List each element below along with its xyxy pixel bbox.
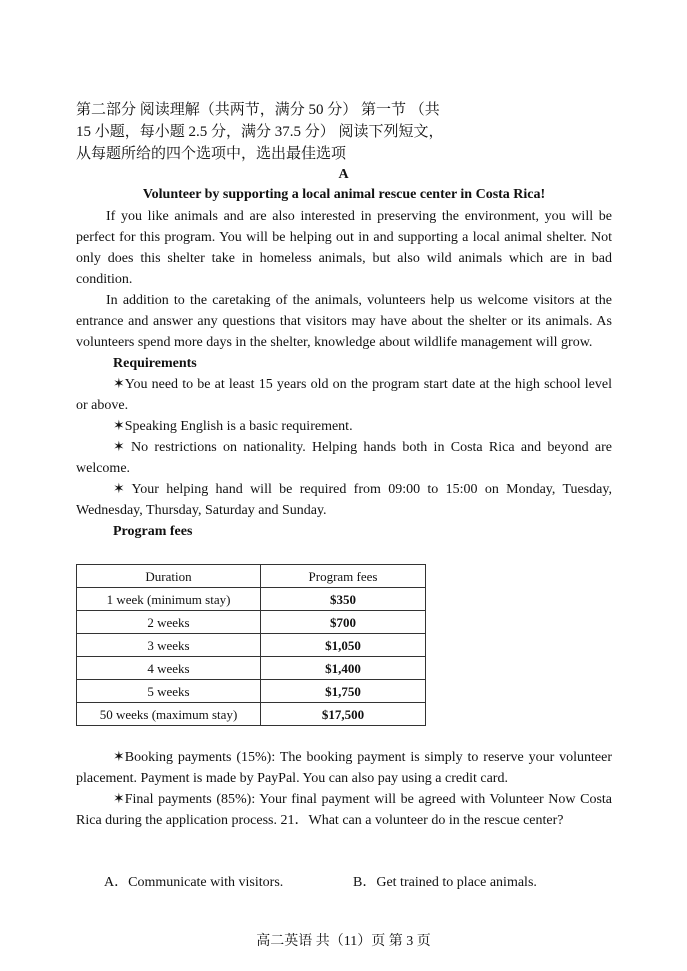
fee-cell: $700: [261, 611, 426, 634]
header-line-2: 15 小题，每小题 2.5 分，满分 37.5 分） 阅读下列短文，: [76, 124, 444, 140]
table-row: [77, 588, 426, 611]
section-header: [76, 99, 496, 165]
requirement-item-4: ✶ Your helping hand will be required from 09:00 to 15:00 on Monday, Tuesday, Wednesday, Thursday, Saturday and Sunday.: [76, 482, 612, 518]
duration-cell: 1 week (minimum stay): [77, 588, 261, 611]
passage-title: Volunteer by supporting a local animal rescue center in Costa Rica!: [142, 187, 546, 202]
booking-payment-item: ✶Booking payments (15%): The booking payment is simply to reserve your volunteer placement. Payment is made by PayPal. You can also pay using a credit card.: [76, 750, 612, 786]
option-b: B．Get trained to place animals.: [353, 875, 537, 890]
payments-section: [76, 747, 612, 831]
fee-cell: $1,050: [261, 634, 426, 657]
paragraph-2: In addition to the caretaking of the animals, volunteers help us welcome visitors at the entrance and answer any questions that visitors may have about the shelter or its animals. As volunteers spend more days in the shelter, knowledge about wildlife management will grow.: [76, 293, 612, 350]
requirement-item-1: ✶You need to be at least 15 years old on the program start date at the high school level or above.: [76, 377, 612, 413]
header-line-3: 从每题所给的四个选项中，选出最佳选项: [76, 146, 347, 162]
requirements-heading: Requirements: [113, 356, 197, 371]
column-header-duration: Duration: [77, 565, 261, 588]
answer-options: [104, 872, 624, 893]
fee-cell: $1,750: [261, 680, 426, 703]
table-row: [77, 680, 426, 703]
passage-letter: A: [338, 167, 349, 182]
fee-cell: $17,500: [261, 703, 426, 726]
page-footer: 高二英语 共（11）页 第 3 页: [256, 934, 431, 949]
duration-cell: 5 weeks: [77, 680, 261, 703]
program-fees-heading: Program fees: [113, 524, 193, 539]
passage-body: [76, 206, 612, 542]
fee-cell: $350: [261, 588, 426, 611]
paragraph-1: If you like animals and are also interested in preserving the environment, you will be perfect for this program. You will be helping out in and supporting a local animal shelter. Not only does this shelter take in homeless animals, but also wild animals which are in bad condition.: [76, 209, 612, 287]
table-row: [77, 611, 426, 634]
duration-cell: 50 weeks (maximum stay): [77, 703, 261, 726]
requirement-item-2: ✶Speaking English is a basic requirement.: [113, 419, 353, 434]
fee-cell: $1,400: [261, 657, 426, 680]
duration-cell: 3 weeks: [77, 634, 261, 657]
final-payment-item: ✶Final payments (85%): Your final payment will be agreed with Volunteer Now Costa Rica during the application process. 21．What can a volunteer do in the rescue center?: [76, 792, 612, 828]
program-fees-table: [76, 564, 426, 726]
duration-cell: 2 weeks: [77, 611, 261, 634]
table-row: [77, 634, 426, 657]
header-line-1: 第二部分 阅读理解（共两节，满分 50 分） 第一节 （共: [76, 102, 440, 118]
table-header-row: [77, 565, 426, 588]
requirement-item-3: ✶ No restrictions on nationality. Helping hands both in Costa Rica and beyond are welcome.: [76, 440, 612, 476]
option-a: A．Communicate with visitors.: [104, 875, 284, 890]
table-row: [77, 657, 426, 680]
duration-cell: 4 weeks: [77, 657, 261, 680]
column-header-fees: Program fees: [261, 565, 426, 588]
table-row: [77, 703, 426, 726]
